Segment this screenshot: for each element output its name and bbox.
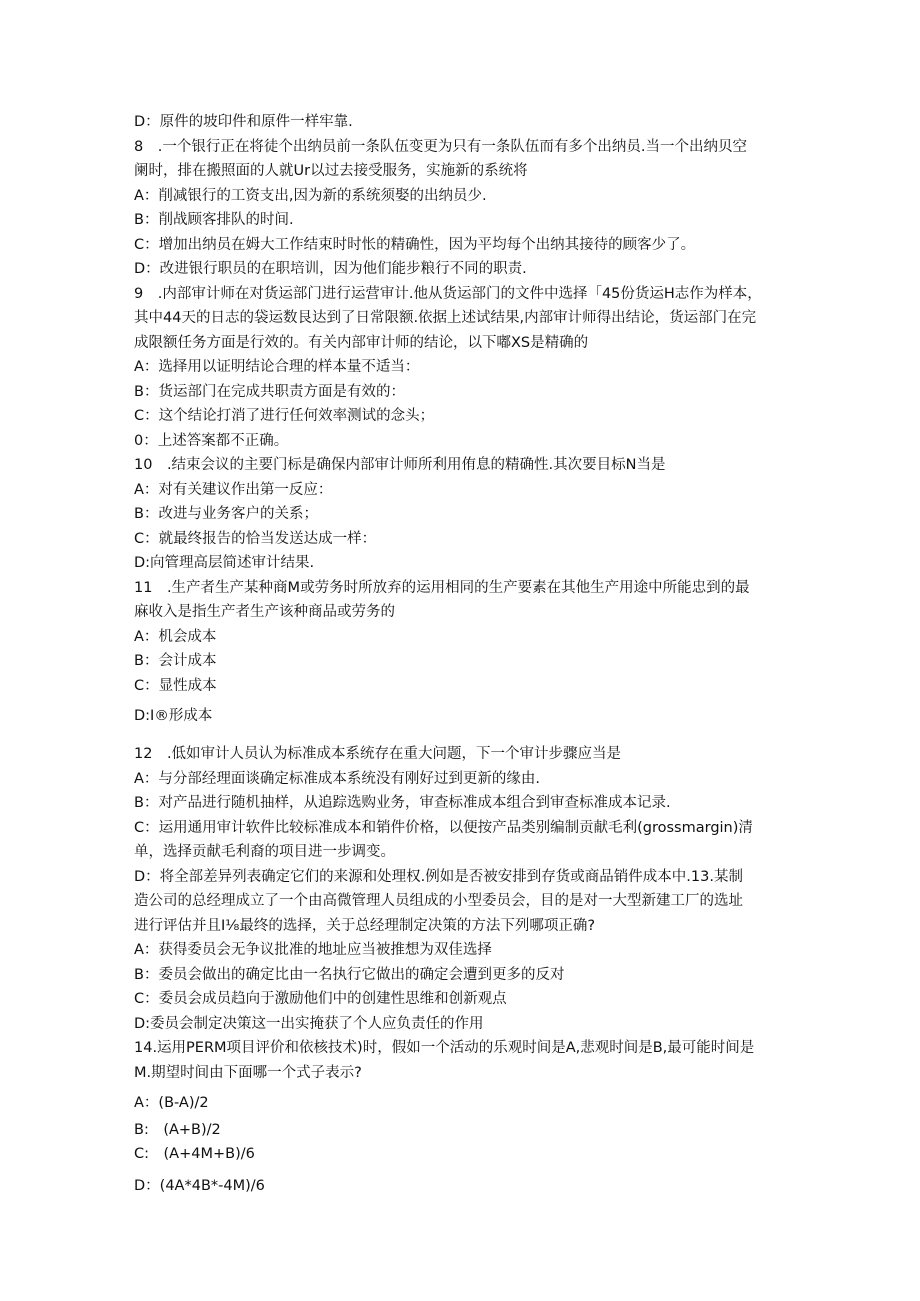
option-d: D：改进银行职员的在职培训，因为他们能步粮行不同的职责. — [134, 261, 527, 277]
question-12-line: 12 .低如审计人员认为标准成本系统存在重大问题，下一个审计步骤应当是 — [134, 746, 622, 762]
option-c: C: (A+4M+B)∕6 — [134, 1146, 255, 1162]
option-d: D:向管理高层简述审计结果. — [134, 555, 315, 571]
option-c: C：委员会成员趋向于激励他们中的创建性思维和创新观点 — [134, 991, 507, 1007]
option-a: A：选择用以证明结论合理的样本量不适当： — [134, 359, 420, 375]
option-c: C：这个结论打消了进行任何效率测试的念头； — [134, 408, 435, 424]
option-b: B：改进与业务客户的关系； — [134, 506, 318, 522]
option-b: B：会计成本 — [134, 653, 217, 669]
option-c: C：就最终报告的恰当发送达成一样： — [134, 531, 377, 547]
option-b: B: (A+B)∕2 — [134, 1122, 221, 1138]
option-c: C：显性成本 — [134, 678, 217, 694]
text-line: 成限额任务方面是行效的。有关内部审计师的结论，以下嘟XS是精确的 — [134, 335, 589, 351]
text-line: M.期望时间由下面哪一个式子表示? — [134, 1065, 362, 1081]
text-line: D：原件的坡印件和原件一样牢靠. — [134, 114, 353, 130]
option-b: B：削战顾客排队的时间. — [134, 212, 294, 228]
option-b: B：对产品进行随机抽样，从追踪选购业务，审查标准成本组合到审查标准成本记录. — [134, 795, 671, 811]
option-d: 0：上述答案都不正确。 — [134, 433, 289, 449]
option-a: A：(B-A)∕2 — [134, 1095, 209, 1111]
question-10-line: 10 .结束会议的主要门标是确保内部审计师所利用侑息的精确性.其次要目标N当是 — [134, 457, 666, 473]
question-9-line: 9 .内部审计师在对货运部门进行运营审计.他从货运部门的文件中选择「45份货运H志作为样本， — [134, 286, 762, 302]
option-a: A：获得委员会无争议批准的地址应当被推想为双佳选择 — [134, 942, 492, 958]
question-13-line: 造公司的总经理成立了一个由高微管理人员组成的小型委员会，目的是对一大型新建工厂的选址 — [134, 893, 743, 909]
option-d: D：将全部差异列表确定它们的来源和处理权.例如是否被安排到存货或商品销件成本中.13.某制 — [134, 869, 743, 885]
question-14-line: 14.运用PERM项目评价和依核技术)时，假如一个活动的乐观时间是A,悲观时间是B,最可能时间是 — [134, 1040, 755, 1056]
option-b: B：货运部门在完成共职责方面是有效的： — [134, 384, 405, 400]
option-b: B：委员会做出的确定比由一名执行它做出的确定会遭到更多的反对 — [134, 967, 565, 983]
option-a: A：与分部经理面谈确定标准成本系统没有刚好过到更新的缘由. — [134, 771, 541, 787]
option-d: D：(4A*4B*-4M)∕6 — [134, 1178, 265, 1194]
text-line: 单，选择贡献毛利裔的项目进一步调变。 — [134, 844, 395, 860]
option-c: C：增加出纳员在姆大工作结束时时怅的精确性，因为平均每个出纳其接待的顾客少了。 — [134, 237, 696, 253]
option-d: D:I®形成本 — [134, 708, 213, 724]
text-line: 阑时，排在搬照面的人就Ur以过去接受服务，实施新的系统将 — [134, 163, 528, 179]
text-line: 麻收入是指生产者生产该种商品或劳务的 — [134, 604, 395, 620]
question-8-line: 8 .一个银行正在将徒个出纳员前一条队伍变更为只有一条队伍而有多个出纳员.当一个出纳贝空 — [134, 139, 747, 155]
option-c: C：运用通用审计软件比较标准成本和销件价格，以便按产品类别编制贡献毛利(grossmargin)清 — [134, 820, 753, 836]
text-line: 进行评估并且I⅛最终的选择，关于总经理制定决策的方法下列哪项正确? — [134, 918, 596, 934]
option-a: A：机会成本 — [134, 629, 217, 645]
text-line: 其中44天的日志的袋运数艮达到了日常限额.依据上述试结果,内部审计师得出结论，货运部门在完 — [134, 310, 757, 326]
option-a: A：削减银行的工资支出,因为新的系统须娶的出纳员少. — [134, 188, 487, 204]
option-a: A：对有关建议作出第一反应： — [134, 482, 333, 498]
question-11-line: 11 .生产者生产某种商M或劳务时所放弃的运用相同的生产要素在其他生产用途中所能忠到的最 — [134, 580, 750, 596]
option-d: D:委员会制定决策这一出实掩获了个人应负责任的作用 — [134, 1016, 484, 1032]
